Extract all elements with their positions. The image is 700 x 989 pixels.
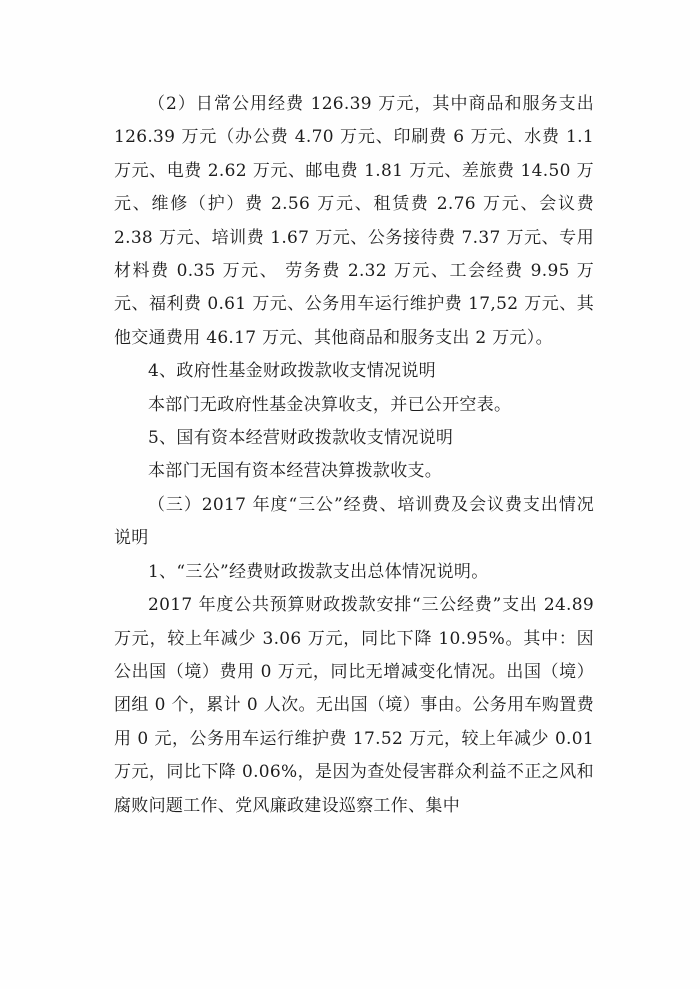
paragraph-daily-expenses: （2）日常公用经费 126.39 万元，其中商品和服务支出 126.39 万元（办公费 4.70 万元、印刷费 6 万元、水费 1.1 万元、电费 2.62 万元、邮电费 1.81 万元、差旅费 14.50 万元、维修（护）费 2.56 万元、租赁费 2.76 万元、会议费 2.38 万元、培训费 1.67 万元、公务接待费 7.37 万元、专用材料费 0.35 万元、 劳务费 2.32 万元、工会经费 9.95 万元、福利费 0.61 万元、公务用车运行维护费 17,52 万元、其他交通费用 46.17 万元、其他商品和服务支出 2 万元）。 [114,94,594,348]
heading-government-fund: 4、政府性基金财政拨款收支情况说明 [148,361,436,382]
heading-state-capital: 5、国有资本经营财政拨款收支情况说明 [148,428,454,449]
paragraph-three-public-details: 2017 年度公共预算财政拨款安排“三公经费”支出 24.89 万元，较上年减少 3.06 万元，同比下降 10.95%。其中：因公出国（境）费用 0 万元，同比无增减变化情况。出国（境）团组 0 个，累计 0 人次。无出国（境）事由。公务用车购置费用 0 元，公务用车运行维护费 17.52 万元，较上年减少 0.01 万元，同比下降 0.06%，是因为查处侵害群众利益不正之风和腐败问题工作、党风廉政建设巡察工作、集中 [114,595,594,816]
paragraph-government-fund: 本部门无政府性基金决算收支，并已公开空表。 [148,394,512,415]
document-body [114,88,594,823]
paragraph-state-capital: 本部门无国有资本经营决算拨款收支。 [148,461,443,482]
subheading-three-public-overview: 1、“三公”经费财政拨款支出总体情况说明。 [148,561,489,582]
heading-three-public-expenses: （三）2017 年度“三公”经费、培训费及会议费支出情况说明 [114,494,594,549]
